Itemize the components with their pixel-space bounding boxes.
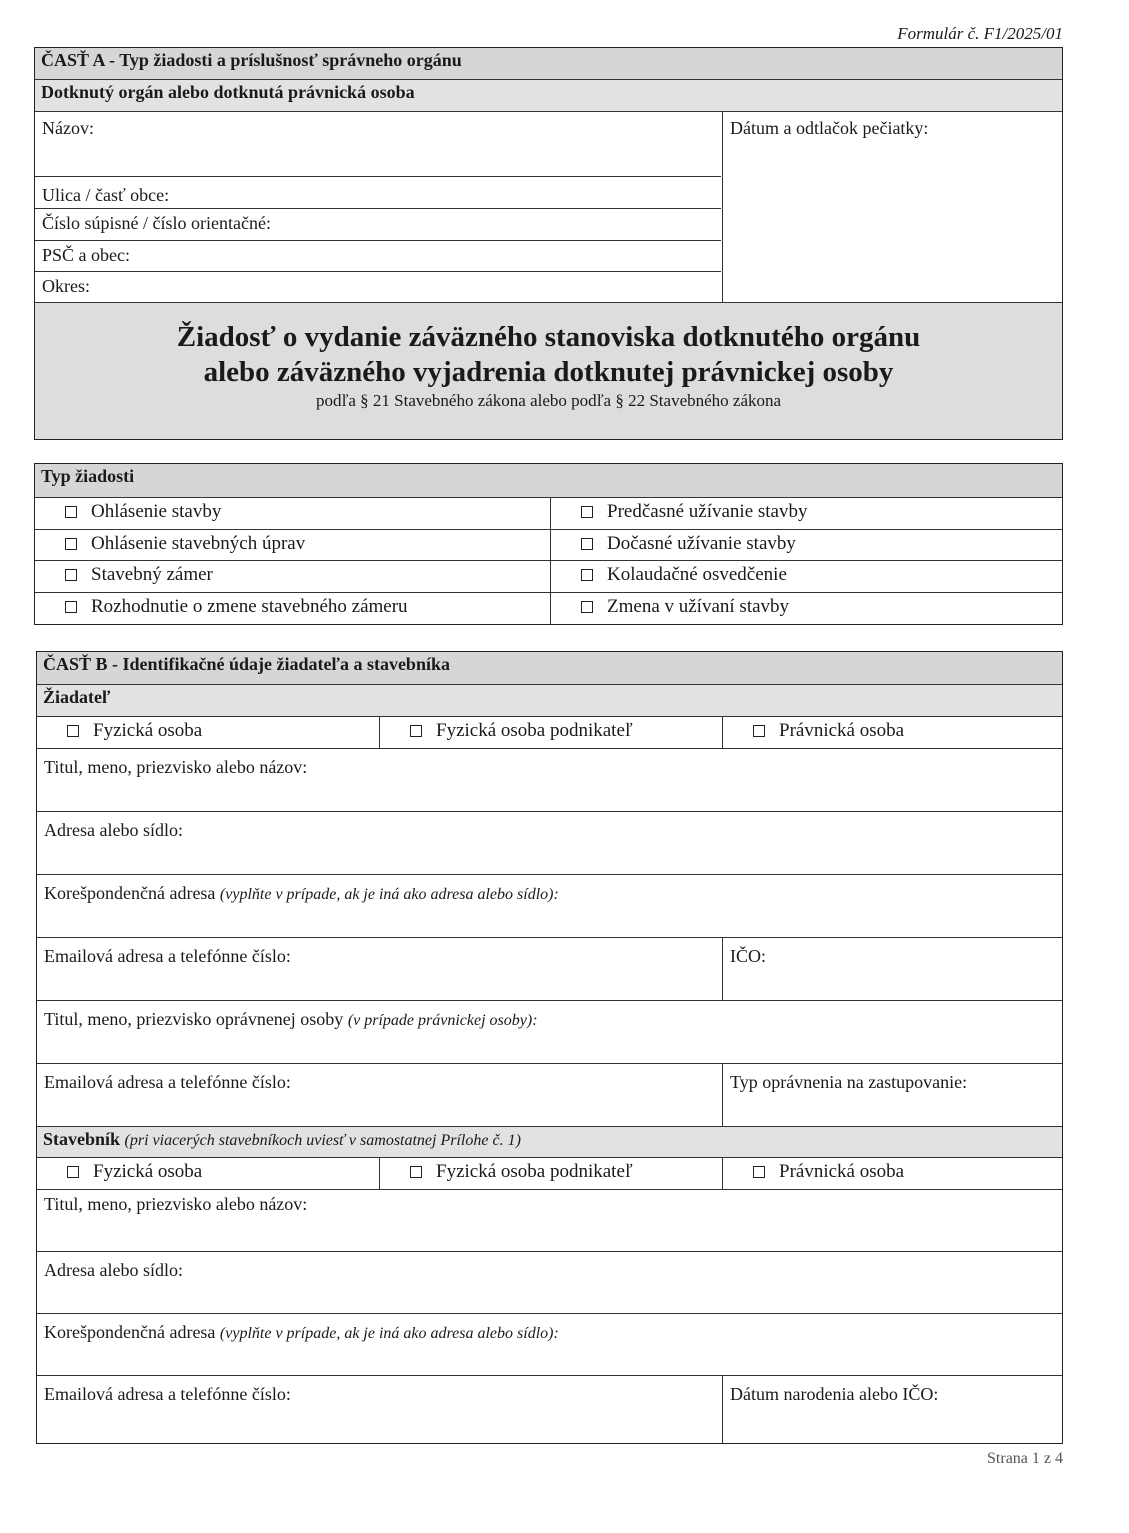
builder-type-row bbox=[37, 1157, 1062, 1189]
field-zip-city[interactable]: PSČ a obec: bbox=[42, 245, 130, 265]
checkbox-icon[interactable] bbox=[581, 569, 593, 581]
applicant-type-entrepreneur[interactable]: Fyzická osoba podnikateľ bbox=[379, 717, 722, 748]
field-stamp[interactable]: Dátum a odtlačok pečiatky: bbox=[722, 111, 1062, 302]
checkbox-icon[interactable] bbox=[65, 538, 77, 550]
field-zip-row bbox=[35, 240, 721, 271]
field-district[interactable]: Okres: bbox=[42, 276, 90, 296]
builder-contact-row bbox=[37, 1375, 1062, 1443]
checkbox-icon[interactable] bbox=[753, 1166, 765, 1178]
checkbox-icon[interactable] bbox=[65, 569, 77, 581]
part-a-section bbox=[34, 47, 1063, 440]
builder-type-entrepreneur[interactable]: Fyzická osoba podnikateľ bbox=[379, 1158, 722, 1189]
applicant-corr-field[interactable]: Korešpondenčná adresa (vyplňte v prípade, ak je iná ako adresa alebo sídlo): bbox=[44, 883, 559, 903]
builder-type-physical[interactable]: Fyzická osoba bbox=[37, 1158, 379, 1189]
part-b-section bbox=[36, 651, 1063, 1444]
applicant-address-field[interactable]: Adresa alebo sídlo: bbox=[44, 820, 183, 840]
builder-type-legal[interactable]: Právnická osoba bbox=[722, 1158, 1062, 1189]
option-zmena-zameru[interactable]: Rozhodnutie o zmene stavebného zámeru bbox=[35, 593, 550, 624]
builder-birth-ico-field[interactable]: Dátum narodenia alebo IČO: bbox=[722, 1376, 1062, 1443]
authorized-email-field[interactable]: Emailová adresa a telefónne číslo: bbox=[44, 1072, 291, 1092]
request-type-row bbox=[35, 592, 1062, 624]
applicant-name-row bbox=[37, 748, 1062, 811]
form-number: Formulár č. F1/2025/01 bbox=[897, 24, 1063, 43]
checkbox-icon[interactable] bbox=[67, 725, 79, 737]
part-a-subheader: Dotknutý orgán alebo dotknutá právnická osoba bbox=[35, 79, 1062, 111]
option-stavebny-zamer[interactable]: Stavebný zámer bbox=[35, 561, 550, 592]
checkbox-icon[interactable] bbox=[410, 1166, 422, 1178]
authorized-person-field[interactable]: Titul, meno, priezvisko oprávnenej osoby (v prípade právnickej osoby): bbox=[44, 1009, 538, 1029]
builder-name-field[interactable]: Titul, meno, priezvisko alebo názov: bbox=[44, 1194, 308, 1214]
builder-email-field[interactable]: Emailová adresa a telefónne číslo: bbox=[44, 1384, 291, 1404]
part-b-header: ČASŤ B - Identifikačné údaje žiadateľa a stavebníka bbox=[37, 652, 1062, 684]
applicant-name-field[interactable]: Titul, meno, priezvisko alebo názov: bbox=[44, 757, 308, 777]
request-type-row bbox=[35, 529, 1062, 560]
applicant-email-field[interactable]: Emailová adresa a telefónne číslo: bbox=[44, 946, 291, 966]
field-district-row bbox=[35, 271, 721, 302]
checkbox-icon[interactable] bbox=[753, 725, 765, 737]
applicant-type-physical[interactable]: Fyzická osoba bbox=[37, 717, 379, 748]
request-type-header: Typ žiadosti bbox=[35, 464, 1062, 497]
applicant-contact2-row bbox=[37, 1063, 1062, 1126]
applicant-auth-row bbox=[37, 1000, 1062, 1063]
applicant-corr-row bbox=[37, 874, 1062, 937]
checkbox-icon[interactable] bbox=[581, 506, 593, 518]
checkbox-icon[interactable] bbox=[67, 1166, 79, 1178]
form-title-line2: alebo záväzného vyjadrenia dotknutej právnickej osoby bbox=[203, 356, 894, 388]
builder-address-row bbox=[37, 1251, 1062, 1313]
applicant-type-row bbox=[37, 716, 1062, 748]
applicant-address-row bbox=[37, 811, 1062, 874]
builder-name-row bbox=[37, 1189, 1062, 1251]
field-street-row bbox=[35, 176, 721, 208]
option-ohlasenie-uprav[interactable]: Ohlásenie stavebných úprav bbox=[35, 530, 550, 560]
checkbox-icon[interactable] bbox=[581, 601, 593, 613]
form-title-legal-basis: podľa § 21 Stavebného zákona alebo podľa § 22 Stavebného zákona bbox=[315, 391, 782, 410]
form-title-line1: Žiadosť o vydanie záväzného stanoviska dotknutého orgánu bbox=[176, 321, 921, 353]
builder-subheader: Stavebník (pri viacerých stavebníkoch uviesť v samostatnej Prílohe č. 1) bbox=[37, 1126, 1062, 1157]
option-kolaudacne-osvedcenie[interactable]: Kolaudačné osvedčenie bbox=[550, 561, 1062, 592]
request-type-row bbox=[35, 497, 1062, 529]
builder-corr-row bbox=[37, 1313, 1062, 1375]
request-type-section bbox=[34, 463, 1063, 625]
form-title-area bbox=[35, 302, 1062, 439]
page-number: Strana 1 z 4 bbox=[987, 1450, 1063, 1467]
field-name[interactable]: Názov: bbox=[42, 118, 94, 138]
applicant-subheader: Žiadateľ bbox=[37, 684, 1062, 716]
applicant-ico-field[interactable]: IČO: bbox=[722, 938, 1062, 1000]
builder-corr-field[interactable]: Korešpondenčná adresa (vyplňte v prípade, ak je iná ako adresa alebo sídlo): bbox=[44, 1322, 559, 1342]
option-predcasne-uzivanie[interactable]: Predčasné užívanie stavby bbox=[550, 498, 1062, 529]
request-type-row bbox=[35, 560, 1062, 592]
field-street[interactable]: Ulica / časť obce: bbox=[42, 185, 170, 205]
field-house-number[interactable]: Číslo súpisné / číslo orientačné: bbox=[42, 213, 271, 233]
builder-address-field[interactable]: Adresa alebo sídlo: bbox=[44, 1260, 183, 1280]
field-house-row bbox=[35, 208, 721, 240]
checkbox-icon[interactable] bbox=[65, 601, 77, 613]
checkbox-icon[interactable] bbox=[581, 538, 593, 550]
authorization-type-field[interactable]: Typ oprávnenia na zastupovanie: bbox=[722, 1064, 1062, 1126]
option-zmena-uzivania[interactable]: Zmena v užívaní stavby bbox=[550, 593, 1062, 624]
checkbox-icon[interactable] bbox=[410, 725, 422, 737]
checkbox-icon[interactable] bbox=[65, 506, 77, 518]
option-ohlasenie-stavby[interactable]: Ohlásenie stavby bbox=[35, 498, 550, 529]
option-docasne-uzivanie[interactable]: Dočasné užívanie stavby bbox=[550, 530, 1062, 560]
part-a-header: ČASŤ A - Typ žiadosti a príslušnosť správneho orgánu bbox=[35, 48, 1062, 79]
applicant-contact-row bbox=[37, 937, 1062, 1000]
applicant-type-legal[interactable]: Právnická osoba bbox=[722, 717, 1062, 748]
